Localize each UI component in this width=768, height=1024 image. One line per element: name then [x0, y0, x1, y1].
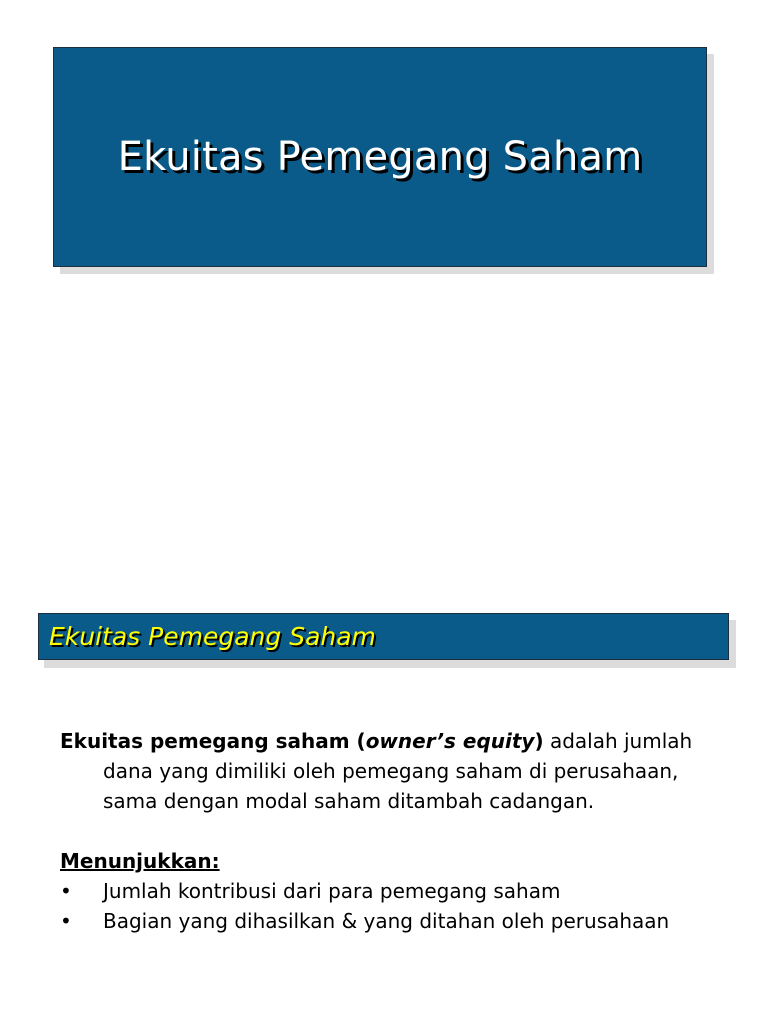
definition-paragraph — [60, 726, 720, 816]
bullet-icon: • — [60, 879, 72, 903]
title-box — [53, 47, 707, 267]
definition-term-close: ) — [534, 729, 544, 753]
bullet-icon: • — [60, 909, 72, 933]
definition-text: adalah jumlah dana yang dimiliki oleh pemegang saham di perusahaan, sama dengan modal saham ditambah cadangan. — [103, 729, 693, 813]
list-item — [60, 876, 720, 906]
section-header: Ekuitas Pemegang Saham — [49, 622, 376, 651]
slide-body — [60, 726, 720, 936]
bullet-list — [60, 876, 720, 936]
bullet-text: Jumlah kontribusi dari para pemegang saham — [103, 879, 561, 903]
bullet-text: Bagian yang dihasilkan & yang ditahan oleh perusahaan — [103, 909, 670, 933]
slide-title: Ekuitas Pemegang Saham — [117, 134, 643, 180]
definition-term: Ekuitas pemegang saham ( — [60, 729, 366, 753]
definition-term-english: owner’s equity — [365, 729, 535, 753]
list-item — [60, 906, 720, 936]
section-header-bar — [38, 613, 729, 660]
subheading: Menunjukkan: — [60, 849, 220, 873]
